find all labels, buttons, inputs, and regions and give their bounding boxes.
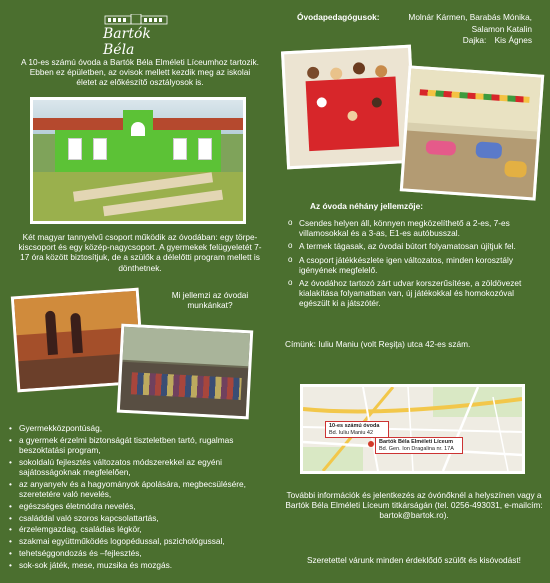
list-item: • Gyermekközpontúság, [7,423,270,433]
list-item: o Az óvodához tartozó zárt udvar korszerűsítése, a zöldövezet kialakítása folyamatban van, új játékokkal és homokozóval egészült ki a játszótér. [285,278,532,309]
list-item: • az anyanyelv és a hagyományok ápolására, megbecsülésére, szeretetére való nevelés, [7,479,270,499]
question-heading: Mi jellemzi az óvodai munkánkat? [171,290,249,311]
list-item: • sok-sok játék, mese, muzsika és mozgás. [7,560,270,570]
closing-text: Szeretettel várunk minden érdeklődő szülőt és kisóvodást! [307,555,521,565]
list-item: o A termek tágasak, az óvodai bútort folyamatosan újítjuk fel. [285,241,532,251]
school-logo [97,14,177,58]
location-map[interactable] [300,384,525,474]
list-item: o Csendes helyen áll, könnyen megközelíthető a 2-es, 7-es villamosokkal és a 3-as, E1-es autóbusszal. [285,218,532,238]
groups-text: Két magyar tannyelvű csoport működik az óvodában: egy törpe-kiscsoport és egy közép-nagycsoport. A gyermekek felügyeletét 7-17 óra között biztosítjuk, de a szülők a délelőtti program mellett is dönthetnek. [18,232,262,273]
list-item: • tehetséggondozás és –fejlesztés, [7,548,270,558]
classroom-photo [400,65,544,200]
list-item: • családdal való szoros kapcsolattartás, [7,513,270,523]
callout-kindergarten-sub: Bd. Iuliu Maniu 42 [329,429,374,436]
staff-names-line1: Molnár Kármen, Barabás Mónika, [408,12,532,22]
features-title: Az óvoda néhány jellemzője: [310,201,423,211]
callout-school-title: Bartók Béla Elméleti Líceum [379,439,453,445]
aide-label: Dajka: [462,35,487,45]
staff-block [297,12,532,45]
work-list-container [7,423,270,572]
contact-text: További információk és jelentkezés az óvónőknél a helyszínen vagy a Bartók Béla Elméleti Líceum titkárságán (tel. 0256-493031, e-mailcím: bartok@bartok.ro). [285,490,543,521]
list-item: • sokoldalú fejlesztés változatos módszerekkel az egyéni sajátosságoknak megfelelően, [7,457,270,477]
outdoor-gathering-photo [117,324,253,420]
work-list [7,423,270,570]
list-item: • érzelemgazdag, családias légkör, [7,524,270,534]
callout-school-sub: Bd. Gen. Ion Dragalina nr. 17A [379,445,454,452]
list-item: o A csoport játékkészlete igen változatos, minden korosztály igényének megfelelő. [285,255,532,275]
staff-label: Óvodapedagógusok: [297,12,380,22]
staff-names-line2: Salamon Katalin [471,24,532,34]
address-text: Címünk: Iuliu Maniu (volt Reşiţa) utca 42-es szám. [285,339,471,349]
intro-text: A 10-es számú óvoda a Bartók Béla Elméleti Líceumhoz tartozik. Ebben ez épületben, az ovisok mellett kezdik meg az iskolai életet az előkészítő osztályosok is. [21,57,259,88]
puppets-photo [281,45,417,170]
callout-kindergarten-title: 10-es számú óvoda [329,423,380,429]
school-building-photo [30,97,246,224]
map-callout-kindergarten [325,421,389,438]
list-item: • szakmai együttműködés logopédussal, pszichológussal, [7,536,270,546]
aide-name: Kis Ágnes [494,35,532,45]
logo-script: Bartók Béla [103,26,151,58]
map-callout-school [375,437,463,454]
list-item: • egészséges életmódra nevelés, [7,501,270,511]
features-list [285,218,532,309]
features-container [285,218,532,312]
list-item: • a gyermek érzelmi biztonságát tiszteletben tartó, rugalmas beszoktatási program, [7,435,270,455]
